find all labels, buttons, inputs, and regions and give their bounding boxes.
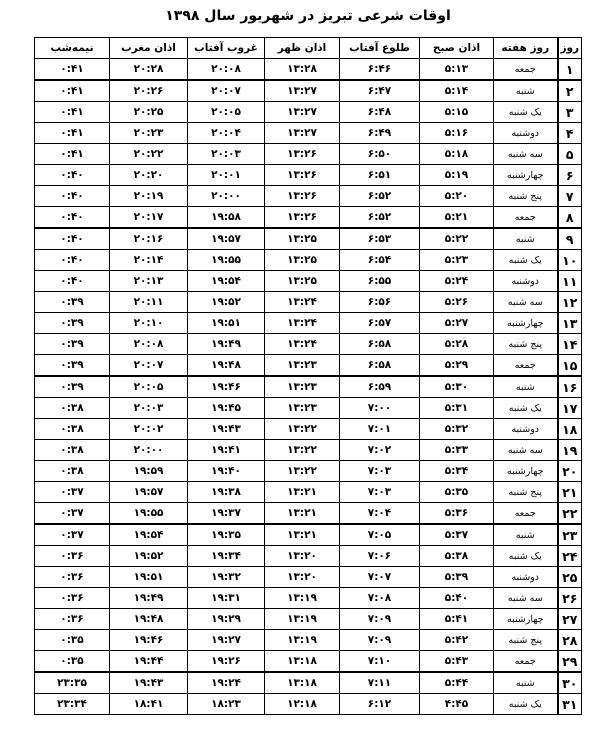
sunset-cell: ۱۹:۴۹: [188, 334, 265, 355]
maghrib-cell: ۲۰:۱۷: [110, 207, 188, 229]
maghrib-cell: ۲۰:۰۳: [110, 398, 188, 419]
midnight-cell: ۰:۴۰: [35, 186, 110, 207]
dhuhr-cell: ۱۳:۲۴: [265, 334, 340, 355]
fajr-cell: ۵:۴۳: [420, 651, 494, 673]
table-row: [35, 355, 582, 377]
fajr-cell: ۵:۱۴: [420, 80, 494, 102]
dhuhr-cell: ۱۳:۲۱: [265, 482, 340, 503]
fajr-cell: ۵:۳۹: [420, 567, 494, 588]
sunrise-cell: ۶:۵۳: [340, 228, 420, 250]
day-number-cell: ۲۹: [558, 651, 582, 673]
maghrib-cell: ۱۸:۴۱: [110, 694, 188, 715]
dhuhr-cell: ۱۳:۲۶: [265, 165, 340, 186]
sunset-cell: ۱۹:۲۹: [188, 609, 265, 630]
sunrise-cell: ۶:۵۸: [340, 355, 420, 377]
table-row: [35, 186, 582, 207]
day-number-cell: ۲۰: [558, 461, 582, 482]
weekday-cell: چهارشنبه: [494, 461, 558, 482]
table-row: [35, 609, 582, 630]
midnight-cell: ۰:۳۹: [35, 292, 110, 313]
dhuhr-cell: ۱۳:۱۸: [265, 651, 340, 673]
midnight-cell: ۰:۴۱: [35, 144, 110, 165]
sunset-cell: ۱۹:۳۱: [188, 588, 265, 609]
weekday-cell: پنج شنبه: [494, 630, 558, 651]
fajr-cell: ۵:۱۸: [420, 144, 494, 165]
day-number-cell: ۱۵: [558, 355, 582, 377]
sunrise-cell: ۶:۵۴: [340, 250, 420, 271]
maghrib-cell: ۲۰:۰۵: [110, 376, 188, 398]
sunrise-cell: ۷:۰۷: [340, 567, 420, 588]
sunset-cell: ۱۹:۴۳: [188, 419, 265, 440]
weekday-cell: دوشنبه: [494, 567, 558, 588]
fajr-cell: ۵:۲۸: [420, 334, 494, 355]
table-row: [35, 313, 582, 334]
fajr-cell: ۵:۱۶: [420, 123, 494, 144]
sunset-cell: ۱۹:۵۴: [188, 271, 265, 292]
table-row: [35, 651, 582, 673]
weekday-cell: چهارشنبه: [494, 165, 558, 186]
midnight-cell: ۲۳:۳۴: [35, 694, 110, 715]
dhuhr-cell: ۱۳:۲۵: [265, 271, 340, 292]
maghrib-cell: ۲۰:۱۹: [110, 186, 188, 207]
maghrib-cell: ۲۰:۲۳: [110, 123, 188, 144]
sunset-cell: ۱۹:۵۸: [188, 207, 265, 229]
sunset-cell: ۱۹:۴۸: [188, 355, 265, 377]
table-row: [35, 567, 582, 588]
fajr-cell: ۵:۴۰: [420, 588, 494, 609]
table-row: [35, 546, 582, 567]
sunrise-cell: ۷:۰۰: [340, 398, 420, 419]
header-midnight: نیمه‌شب: [35, 38, 110, 59]
dhuhr-cell: ۱۳:۲۷: [265, 123, 340, 144]
maghrib-cell: ۱۹:۴۸: [110, 609, 188, 630]
sunset-cell: ۲۰:۰۳: [188, 144, 265, 165]
midnight-cell: ۰:۴۰: [35, 271, 110, 292]
midnight-cell: ۰:۳۹: [35, 376, 110, 398]
maghrib-cell: ۲۰:۱۴: [110, 250, 188, 271]
sunrise-cell: ۷:۰۵: [340, 524, 420, 546]
header-sunset: غروب آفتاب: [188, 38, 265, 59]
midnight-cell: ۰:۳۹: [35, 334, 110, 355]
weekday-cell: چهارشنبه: [494, 313, 558, 334]
dhuhr-cell: ۱۳:۱۹: [265, 609, 340, 630]
midnight-cell: ۰:۴۰: [35, 207, 110, 229]
midnight-cell: ۰:۳۶: [35, 588, 110, 609]
day-number-cell: ۱۲: [558, 292, 582, 313]
midnight-cell: ۰:۴۰: [35, 250, 110, 271]
day-number-cell: ۲۳: [558, 524, 582, 546]
maghrib-cell: ۱۹:۴۹: [110, 588, 188, 609]
midnight-cell: ۰:۴۱: [35, 59, 110, 81]
table-row: [35, 419, 582, 440]
dhuhr-cell: ۱۳:۱۹: [265, 588, 340, 609]
day-number-cell: ۱۷: [558, 398, 582, 419]
midnight-cell: ۰:۳۷: [35, 482, 110, 503]
table-row: [35, 102, 582, 123]
midnight-cell: ۰:۳۹: [35, 355, 110, 377]
sunset-cell: ۱۹:۲۷: [188, 630, 265, 651]
maghrib-cell: ۲۰:۱۶: [110, 228, 188, 250]
fajr-cell: ۵:۴۴: [420, 672, 494, 694]
fajr-cell: ۵:۲۱: [420, 207, 494, 229]
table-row: [35, 503, 582, 525]
dhuhr-cell: ۱۳:۱۸: [265, 672, 340, 694]
table-row: [35, 334, 582, 355]
midnight-cell: ۰:۳۶: [35, 609, 110, 630]
dhuhr-cell: ۱۳:۲۱: [265, 503, 340, 525]
table-row: [35, 292, 582, 313]
sunset-cell: ۲۰:۰۱: [188, 165, 265, 186]
sunset-cell: ۱۹:۲۶: [188, 651, 265, 673]
maghrib-cell: ۱۹:۵۱: [110, 567, 188, 588]
midnight-cell: ۰:۳۸: [35, 419, 110, 440]
sunset-cell: ۲۰:۰۰: [188, 186, 265, 207]
midnight-cell: ۰:۴۱: [35, 123, 110, 144]
weekday-cell: شنبه: [494, 80, 558, 102]
dhuhr-cell: ۱۳:۲۴: [265, 292, 340, 313]
sunset-cell: ۱۹:۴۵: [188, 398, 265, 419]
maghrib-cell: ۲۰:۲۸: [110, 59, 188, 81]
day-number-cell: ۳۰: [558, 672, 582, 694]
weekday-cell: پنج شنبه: [494, 334, 558, 355]
table-row: [35, 123, 582, 144]
maghrib-cell: ۲۰:۲۰: [110, 165, 188, 186]
day-number-cell: ۱۸: [558, 419, 582, 440]
sunrise-cell: ۶:۵۹: [340, 376, 420, 398]
day-number-cell: ۱۹: [558, 440, 582, 461]
sunset-cell: ۱۹:۳۲: [188, 567, 265, 588]
weekday-cell: پنج شنبه: [494, 482, 558, 503]
sunset-cell: ۱۹:۳۵: [188, 524, 265, 546]
sunset-cell: ۱۹:۳۷: [188, 503, 265, 525]
dhuhr-cell: ۱۳:۲۰: [265, 546, 340, 567]
day-number-cell: ۱۳: [558, 313, 582, 334]
weekday-cell: شنبه: [494, 672, 558, 694]
midnight-cell: ۰:۳۹: [35, 313, 110, 334]
day-number-cell: ۱۶: [558, 376, 582, 398]
weekday-cell: دوشنبه: [494, 123, 558, 144]
day-number-cell: ۴: [558, 123, 582, 144]
sunset-cell: ۲۰:۰۴: [188, 123, 265, 144]
day-number-cell: ۲۱: [558, 482, 582, 503]
day-number-cell: ۶: [558, 165, 582, 186]
fajr-cell: ۵:۳۰: [420, 376, 494, 398]
dhuhr-cell: ۱۳:۲۳: [265, 376, 340, 398]
sunset-cell: ۱۹:۵۵: [188, 250, 265, 271]
dhuhr-cell: ۱۳:۲۳: [265, 355, 340, 377]
fajr-cell: ۵:۱۵: [420, 102, 494, 123]
sunset-cell: ۱۹:۵۱: [188, 313, 265, 334]
weekday-cell: سه شنبه: [494, 292, 558, 313]
day-number-cell: ۱۴: [558, 334, 582, 355]
dhuhr-cell: ۱۳:۲۴: [265, 313, 340, 334]
fajr-cell: ۵:۲۴: [420, 271, 494, 292]
fajr-cell: ۵:۲۳: [420, 250, 494, 271]
fajr-cell: ۵:۴۲: [420, 630, 494, 651]
day-number-cell: ۲۲: [558, 503, 582, 525]
maghrib-cell: ۲۰:۲۵: [110, 102, 188, 123]
maghrib-cell: ۲۰:۰۲: [110, 419, 188, 440]
weekday-cell: سه شنبه: [494, 144, 558, 165]
dhuhr-cell: ۱۲:۱۸: [265, 694, 340, 715]
sunrise-cell: ۷:۰۹: [340, 630, 420, 651]
weekday-cell: یک شنبه: [494, 546, 558, 567]
dhuhr-cell: ۱۳:۲۵: [265, 228, 340, 250]
fajr-cell: ۵:۳۶: [420, 503, 494, 525]
fajr-cell: ۵:۳۵: [420, 482, 494, 503]
header-weekday: روز هفته: [494, 38, 558, 59]
day-number-cell: ۱۰: [558, 250, 582, 271]
maghrib-cell: ۱۹:۴۶: [110, 630, 188, 651]
table-header-row: [35, 38, 582, 59]
table-row: [35, 630, 582, 651]
maghrib-cell: ۲۰:۱۰: [110, 313, 188, 334]
sunrise-cell: ۷:۰۹: [340, 609, 420, 630]
midnight-cell: ۰:۳۸: [35, 461, 110, 482]
dhuhr-cell: ۱۳:۲۶: [265, 207, 340, 229]
day-number-cell: ۲۷: [558, 609, 582, 630]
maghrib-cell: ۱۹:۵۴: [110, 524, 188, 546]
sunrise-cell: ۶:۵۵: [340, 271, 420, 292]
table-row: [35, 80, 582, 102]
day-number-cell: ۳۱: [558, 694, 582, 715]
sunset-cell: ۱۹:۴۶: [188, 376, 265, 398]
sunset-cell: ۱۹:۵۷: [188, 228, 265, 250]
fajr-cell: ۵:۳۴: [420, 461, 494, 482]
maghrib-cell: ۱۹:۵۲: [110, 546, 188, 567]
table-row: [35, 59, 582, 81]
day-number-cell: ۲۶: [558, 588, 582, 609]
fajr-cell: ۵:۲۲: [420, 228, 494, 250]
dhuhr-cell: ۱۳:۲۶: [265, 144, 340, 165]
fajr-cell: ۵:۲۹: [420, 355, 494, 377]
sunrise-cell: ۷:۰۲: [340, 440, 420, 461]
maghrib-cell: ۱۹:۵۷: [110, 482, 188, 503]
fajr-cell: ۵:۳۳: [420, 440, 494, 461]
table-row: [35, 376, 582, 398]
maghrib-cell: ۱۹:۴۴: [110, 651, 188, 673]
weekday-cell: دوشنبه: [494, 419, 558, 440]
weekday-cell: شنبه: [494, 524, 558, 546]
sunset-cell: ۱۹:۲۴: [188, 672, 265, 694]
fajr-cell: ۴:۴۵: [420, 694, 494, 715]
sunrise-cell: ۷:۰۴: [340, 503, 420, 525]
sunrise-cell: ۶:۵۲: [340, 186, 420, 207]
table-row: [35, 144, 582, 165]
fajr-cell: ۵:۱۹: [420, 165, 494, 186]
sunrise-cell: ۶:۴۹: [340, 123, 420, 144]
midnight-cell: ۰:۴۰: [35, 165, 110, 186]
day-number-cell: ۲: [558, 80, 582, 102]
sunrise-cell: ۶:۵۸: [340, 334, 420, 355]
weekday-cell: جمعه: [494, 651, 558, 673]
table-row: [35, 165, 582, 186]
dhuhr-cell: ۱۳:۲۵: [265, 250, 340, 271]
midnight-cell: ۰:۴۱: [35, 80, 110, 102]
midnight-cell: ۰:۳۶: [35, 546, 110, 567]
sunset-cell: ۱۸:۲۳: [188, 694, 265, 715]
day-number-cell: ۱: [558, 59, 582, 81]
midnight-cell: ۰:۳۵: [35, 651, 110, 673]
table-row: [35, 398, 582, 419]
fajr-cell: ۵:۲۰: [420, 186, 494, 207]
fajr-cell: ۵:۱۳: [420, 59, 494, 81]
dhuhr-cell: ۱۳:۲۸: [265, 59, 340, 81]
dhuhr-cell: ۱۳:۲۲: [265, 461, 340, 482]
day-number-cell: ۷: [558, 186, 582, 207]
sunset-cell: ۱۹:۴۰: [188, 461, 265, 482]
table-row: [35, 440, 582, 461]
sunset-cell: ۱۹:۴۱: [188, 440, 265, 461]
sunrise-cell: ۶:۵۰: [340, 144, 420, 165]
sunset-cell: ۲۰:۰۸: [188, 59, 265, 81]
header-maghrib: اذان مغرب: [110, 38, 188, 59]
fajr-cell: ۵:۳۸: [420, 546, 494, 567]
day-number-cell: ۹: [558, 228, 582, 250]
weekday-cell: یک شنبه: [494, 250, 558, 271]
day-number-cell: ۵: [558, 144, 582, 165]
sunset-cell: ۲۰:۰۷: [188, 80, 265, 102]
day-number-cell: ۳: [558, 102, 582, 123]
sunrise-cell: ۶:۴۸: [340, 102, 420, 123]
maghrib-cell: ۲۰:۰۷: [110, 355, 188, 377]
weekday-cell: جمعه: [494, 207, 558, 229]
table-row: [35, 672, 582, 694]
midnight-cell: ۰:۳۸: [35, 440, 110, 461]
dhuhr-cell: ۱۳:۲۶: [265, 186, 340, 207]
day-number-cell: ۲۵: [558, 567, 582, 588]
table-row: [35, 461, 582, 482]
table-row: [35, 271, 582, 292]
table-row: [35, 482, 582, 503]
weekday-cell: جمعه: [494, 59, 558, 81]
weekday-cell: جمعه: [494, 503, 558, 525]
table-row: [35, 250, 582, 271]
maghrib-cell: ۱۹:۵۹: [110, 461, 188, 482]
sunset-cell: ۱۹:۳۴: [188, 546, 265, 567]
maghrib-cell: ۲۰:۱۳: [110, 271, 188, 292]
fajr-cell: ۵:۲۷: [420, 313, 494, 334]
maghrib-cell: ۱۹:۴۳: [110, 672, 188, 694]
fajr-cell: ۵:۴۱: [420, 609, 494, 630]
dhuhr-cell: ۱۳:۲۲: [265, 440, 340, 461]
table-row: [35, 524, 582, 546]
sunset-cell: ۱۹:۵۲: [188, 292, 265, 313]
day-number-cell: ۱۱: [558, 271, 582, 292]
fajr-cell: ۵:۳۲: [420, 419, 494, 440]
sunrise-cell: ۷:۰۶: [340, 546, 420, 567]
page-title: اوقات شرعی تبریز در شهریور سال ۱۳۹۸: [165, 8, 451, 24]
table-row: [35, 694, 582, 715]
weekday-cell: یک شنبه: [494, 102, 558, 123]
dhuhr-cell: ۱۳:۲۲: [265, 419, 340, 440]
sunrise-cell: ۶:۵۷: [340, 313, 420, 334]
maghrib-cell: ۲۰:۲۶: [110, 80, 188, 102]
header-dhuhr: اذان ظهر: [265, 38, 340, 59]
prayer-times-table: [34, 37, 582, 715]
sunrise-cell: ۶:۴۷: [340, 80, 420, 102]
sunrise-cell: ۷:۰۸: [340, 588, 420, 609]
midnight-cell: ۰:۳۸: [35, 398, 110, 419]
dhuhr-cell: ۱۳:۱۹: [265, 630, 340, 651]
sunrise-cell: ۶:۵۶: [340, 292, 420, 313]
table-row: [35, 207, 582, 229]
header-day-number: روز: [558, 38, 582, 59]
header-fajr: اذان صبح: [420, 38, 494, 59]
weekday-cell: چهارشنبه: [494, 609, 558, 630]
sunrise-cell: ۶:۵۲: [340, 207, 420, 229]
table-row: [35, 228, 582, 250]
weekday-cell: شنبه: [494, 228, 558, 250]
table-row: [35, 588, 582, 609]
dhuhr-cell: ۱۳:۲۱: [265, 524, 340, 546]
midnight-cell: ۰:۳۷: [35, 524, 110, 546]
dhuhr-cell: ۱۳:۲۰: [265, 567, 340, 588]
midnight-cell: ۰:۳۵: [35, 630, 110, 651]
sunrise-cell: ۷:۰۳: [340, 482, 420, 503]
sunrise-cell: ۷:۱۰: [340, 651, 420, 673]
weekday-cell: دوشنبه: [494, 271, 558, 292]
day-number-cell: ۲۴: [558, 546, 582, 567]
dhuhr-cell: ۱۳:۲۷: [265, 80, 340, 102]
weekday-cell: جمعه: [494, 355, 558, 377]
maghrib-cell: ۲۰:۰۰: [110, 440, 188, 461]
sunrise-cell: ۷:۰۱: [340, 419, 420, 440]
fajr-cell: ۵:۳۷: [420, 524, 494, 546]
maghrib-cell: ۲۰:۲۲: [110, 144, 188, 165]
sunset-cell: ۱۹:۳۸: [188, 482, 265, 503]
weekday-cell: سه شنبه: [494, 588, 558, 609]
day-number-cell: ۸: [558, 207, 582, 229]
maghrib-cell: ۲۰:۱۱: [110, 292, 188, 313]
midnight-cell: ۰:۳۷: [35, 503, 110, 525]
midnight-cell: ۰:۴۰: [35, 228, 110, 250]
fajr-cell: ۵:۳۱: [420, 398, 494, 419]
fajr-cell: ۵:۲۶: [420, 292, 494, 313]
weekday-cell: یک شنبه: [494, 398, 558, 419]
weekday-cell: سه شنبه: [494, 440, 558, 461]
sunrise-cell: ۶:۵۱: [340, 165, 420, 186]
sunrise-cell: ۶:۱۲: [340, 694, 420, 715]
sunrise-cell: ۷:۱۱: [340, 672, 420, 694]
dhuhr-cell: ۱۳:۲۳: [265, 398, 340, 419]
midnight-cell: ۲۳:۳۵: [35, 672, 110, 694]
day-number-cell: ۲۸: [558, 630, 582, 651]
header-sunrise: طلوع آفتاب: [340, 38, 420, 59]
weekday-cell: شنبه: [494, 376, 558, 398]
midnight-cell: ۰:۳۶: [35, 567, 110, 588]
sunset-cell: ۲۰:۰۵: [188, 102, 265, 123]
table-body: [35, 59, 582, 715]
maghrib-cell: ۱۹:۵۵: [110, 503, 188, 525]
midnight-cell: ۰:۴۱: [35, 102, 110, 123]
sunrise-cell: ۷:۰۳: [340, 461, 420, 482]
maghrib-cell: ۲۰:۰۸: [110, 334, 188, 355]
sunrise-cell: ۶:۴۶: [340, 59, 420, 81]
dhuhr-cell: ۱۳:۲۷: [265, 102, 340, 123]
weekday-cell: یک شنبه: [494, 694, 558, 715]
weekday-cell: پنج شنبه: [494, 186, 558, 207]
